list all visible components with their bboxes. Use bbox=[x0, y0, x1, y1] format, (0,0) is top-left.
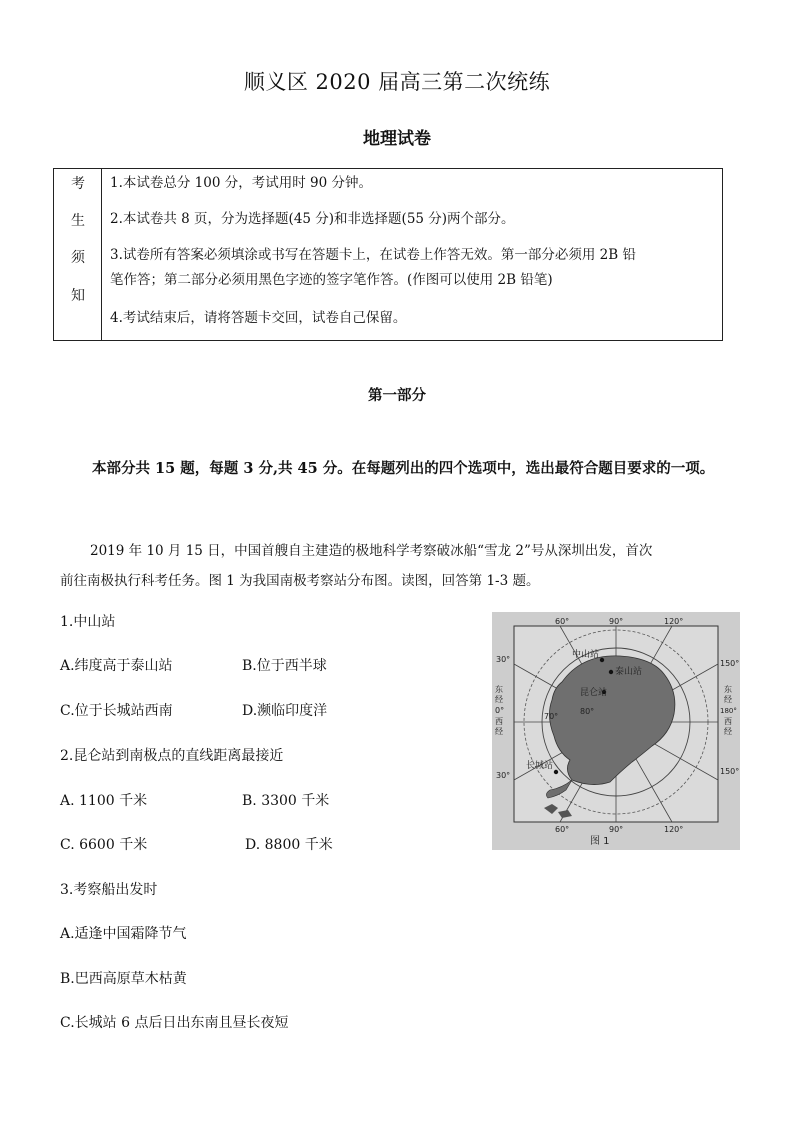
figure-caption: 图 1 bbox=[590, 836, 610, 847]
option-a: A.纬度高于泰山站 bbox=[60, 658, 173, 674]
option-c: C.位于长城站西南 bbox=[60, 703, 173, 719]
side-label: 经 bbox=[724, 695, 732, 704]
notice-item: 1.本试卷总分 100 分，考试用时 90 分钟。 bbox=[110, 175, 372, 191]
question-stem: 1.中山站 bbox=[60, 614, 116, 630]
option-d: D. 8800 千米 bbox=[245, 837, 333, 853]
lon-label: 60° bbox=[555, 617, 570, 626]
question-stem: 2.昆仑站到南极点的直线距离最接近 bbox=[60, 748, 284, 764]
station-zhongshan: 中山站 bbox=[572, 650, 600, 660]
station-taishan: 泰山站 bbox=[615, 667, 643, 677]
section-instruction: 本部分共 15 题，每题 3 分,共 45 分。在每题列出的四个选项中，选出最符合题目要求的一项。 bbox=[92, 460, 715, 477]
option-b: B.位于西半球 bbox=[242, 658, 327, 674]
option-b: B. 3300 千米 bbox=[242, 793, 330, 809]
intro-line: 2019 年 10 月 15 日，中国首艘自主建造的极地科学考察破冰船“雪龙 2”号从深圳出发，首次 bbox=[90, 543, 653, 559]
question-stem: 3.考察船出发时 bbox=[60, 882, 158, 898]
side-label: 经 bbox=[495, 695, 503, 704]
notice-label-char: 生 bbox=[71, 213, 85, 229]
notice-label-char: 知 bbox=[71, 288, 85, 304]
side-label: 东 bbox=[495, 685, 503, 694]
side-label: 西 bbox=[495, 717, 503, 726]
lon-label: 30° bbox=[496, 771, 511, 780]
notice-label-char: 须 bbox=[71, 250, 85, 266]
lon-label: 120° bbox=[664, 617, 684, 626]
option-d: D.濒临印度洋 bbox=[242, 703, 328, 719]
option-c: C.长城站 6 点后日出东南且昼长夜短 bbox=[60, 1015, 289, 1031]
lon-label: 30° bbox=[496, 655, 511, 664]
notice-item: 4.考试结束后，请将答题卡交回，试卷自己保留。 bbox=[110, 310, 407, 326]
notice-item: 2.本试卷共 8 页，分为选择题(45 分)和非选择题(55 分)两个部分。 bbox=[110, 211, 515, 227]
notice-label-column bbox=[54, 169, 102, 340]
antarctica-station-map bbox=[492, 612, 740, 850]
side-label: 东 bbox=[724, 685, 732, 694]
question-intro bbox=[60, 536, 740, 596]
option-a: A.适逢中国霜降节气 bbox=[60, 926, 187, 942]
lat-label: 80° bbox=[580, 707, 595, 716]
option-c: C. 6600 千米 bbox=[60, 837, 148, 853]
exam-title: 顺义区 2020 届高三第二次统练 bbox=[243, 70, 551, 94]
side-label: 180° bbox=[720, 707, 737, 715]
lon-label: 90° bbox=[609, 825, 624, 834]
station-kunlun: 昆仑站 bbox=[580, 688, 608, 698]
side-label: 0° bbox=[495, 706, 505, 715]
lon-label: 60° bbox=[555, 825, 570, 834]
lon-label: 90° bbox=[609, 617, 624, 626]
lat-label: 70° bbox=[544, 712, 559, 721]
station-changcheng: 长城站 bbox=[526, 761, 554, 771]
intro-line: 前往南极执行科考任务。图 1 为我国南极考察站分布图。读图，回答第 1-3 题。 bbox=[60, 573, 540, 589]
side-label: 西 bbox=[724, 717, 732, 726]
lon-label: 150° bbox=[720, 659, 740, 668]
lon-label: 150° bbox=[720, 767, 740, 776]
option-a: A. 1100 千米 bbox=[60, 793, 148, 809]
exam-notice-box bbox=[53, 168, 723, 341]
exam-subtitle: 地理试卷 bbox=[363, 129, 431, 149]
side-label: 经 bbox=[495, 727, 503, 736]
side-label: 经 bbox=[724, 727, 732, 736]
section-title: 第一部分 bbox=[368, 387, 426, 404]
notice-item: 笔作答；第二部分必须用黑色字迹的签字笔作答。(作图可以使用 2B 铅笔) bbox=[110, 272, 553, 288]
map-svg bbox=[492, 612, 740, 850]
notice-label-char: 考 bbox=[71, 176, 85, 192]
notice-item: 3.试卷所有答案必须填涂或书写在答题卡上，在试卷上作答无效。第一部分必须用 2B 铅 bbox=[110, 247, 636, 263]
option-b: B.巴西高原草木枯黄 bbox=[60, 971, 187, 987]
lon-label: 120° bbox=[664, 825, 684, 834]
